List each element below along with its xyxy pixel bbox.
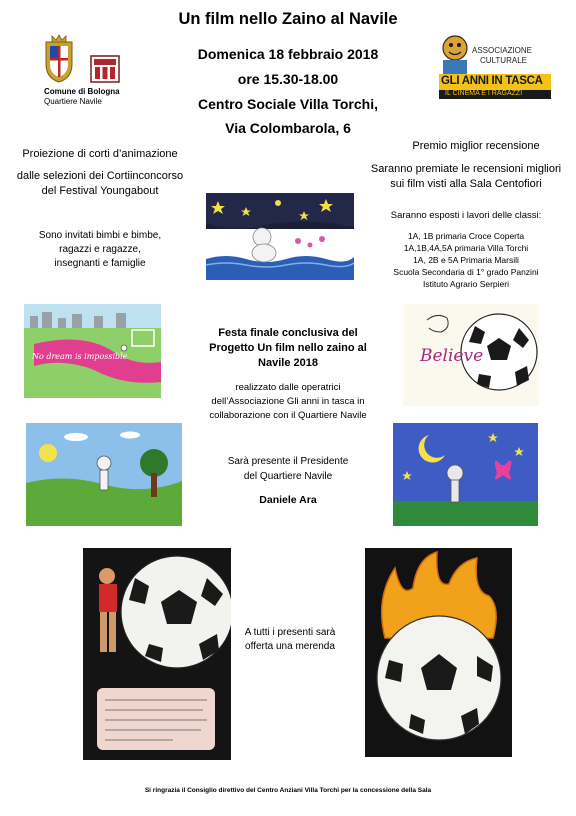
snack-line-1: A tutti i presenti sarà [244, 627, 336, 638]
drawing-no-dream-impossible [24, 304, 161, 398]
invite-line-3: insegnanti e famiglie [54, 258, 146, 269]
footer-thanks: Si ringrazia il Consiglio direttivo del Centro Anziani Villa Torchi per la concessione della Sala [144, 787, 432, 794]
prize-title: Premio miglior recensione [412, 140, 540, 152]
invite-line-2: ragazzi e ragazze, [59, 244, 141, 255]
fest-line-1: Festa finale conclusiva del [218, 327, 358, 339]
fest-line-3: Navile 2018 [258, 357, 318, 369]
event-date: Domenica 18 febbraio 2018 [197, 46, 379, 62]
drawing-moon-butterfly [393, 423, 538, 526]
class-line-5: Istituto Agrario Serpieri [423, 279, 509, 289]
comune-name: Comune di Bologna [44, 87, 120, 96]
president-line-1: Sarà presente il Presidente [227, 456, 349, 467]
class-line-3: 1A, 2B e 5A Primaria Marsili [413, 255, 519, 265]
snack-line-2: offerta una merenda [245, 641, 335, 652]
festival-line: del Festival Youngabout [41, 185, 159, 197]
class-line-1: 1A, 1B primaria Croce Coperta [407, 231, 525, 241]
drawing-night-sky-bear [206, 193, 354, 280]
association-tagline: IL CINEMA E I RAGAZZI [445, 90, 523, 97]
by-line-1: realizzato dalle operatrici [235, 382, 341, 393]
event-title: Un film nello Zaino al Navile [178, 10, 398, 28]
photo-boy-soccer-ball [83, 548, 231, 760]
association-cultural-label: CULTURALE [480, 56, 527, 65]
class-line-4: Scuola Secondaria di 1° grado Panzini [393, 267, 539, 277]
fest-line-2: Progetto Un film nello zaino al [209, 342, 367, 354]
event-venue: Centro Sociale Villa Torchi, [198, 96, 378, 112]
class-line-2: 1A,1B,4A,5A primaria Villa Torchi [403, 243, 529, 253]
by-line-3: collaborazione con il Quartiere Navile [209, 410, 367, 421]
classes-title: Saranno esposti i lavori delle classi: [390, 210, 542, 221]
comune-bologna-crest-icon [40, 34, 78, 84]
event-address: Via Colombarola, 6 [225, 120, 351, 136]
quartiere-navile-emblem-icon [90, 55, 120, 83]
drawing-child-trees [26, 423, 182, 526]
drawing-dream-caption: No dream is impossible [32, 352, 128, 361]
invite-line-1: Sono invitati bimbi e bimbe, [38, 230, 162, 241]
quartiere-name: Quartiere Navile [44, 97, 102, 106]
association-name: GLI ANNI IN TASCA [441, 75, 543, 87]
projection-line: Proiezione di corti d’animazione [22, 148, 178, 160]
president-line-2: del Quartiere Navile [243, 471, 333, 482]
prize-line-1: Saranno premiate le recensioni migliori [370, 163, 562, 175]
drawing-believe-caption: Believe [420, 346, 484, 366]
president-name: Daniele Ara [259, 494, 317, 506]
prize-line-2: sui film visti alla Sala Centofiori [390, 178, 542, 190]
by-line-2: dell’Associazione Gli anni in tasca in [211, 396, 365, 407]
association-label: ASSOCIAZIONE [472, 46, 533, 55]
photo-flaming-soccer-ball [365, 548, 512, 757]
event-time: ore 15.30-18.00 [237, 71, 339, 87]
selection-line: dalle selezioni dei Cortiinconcorso [16, 170, 184, 182]
